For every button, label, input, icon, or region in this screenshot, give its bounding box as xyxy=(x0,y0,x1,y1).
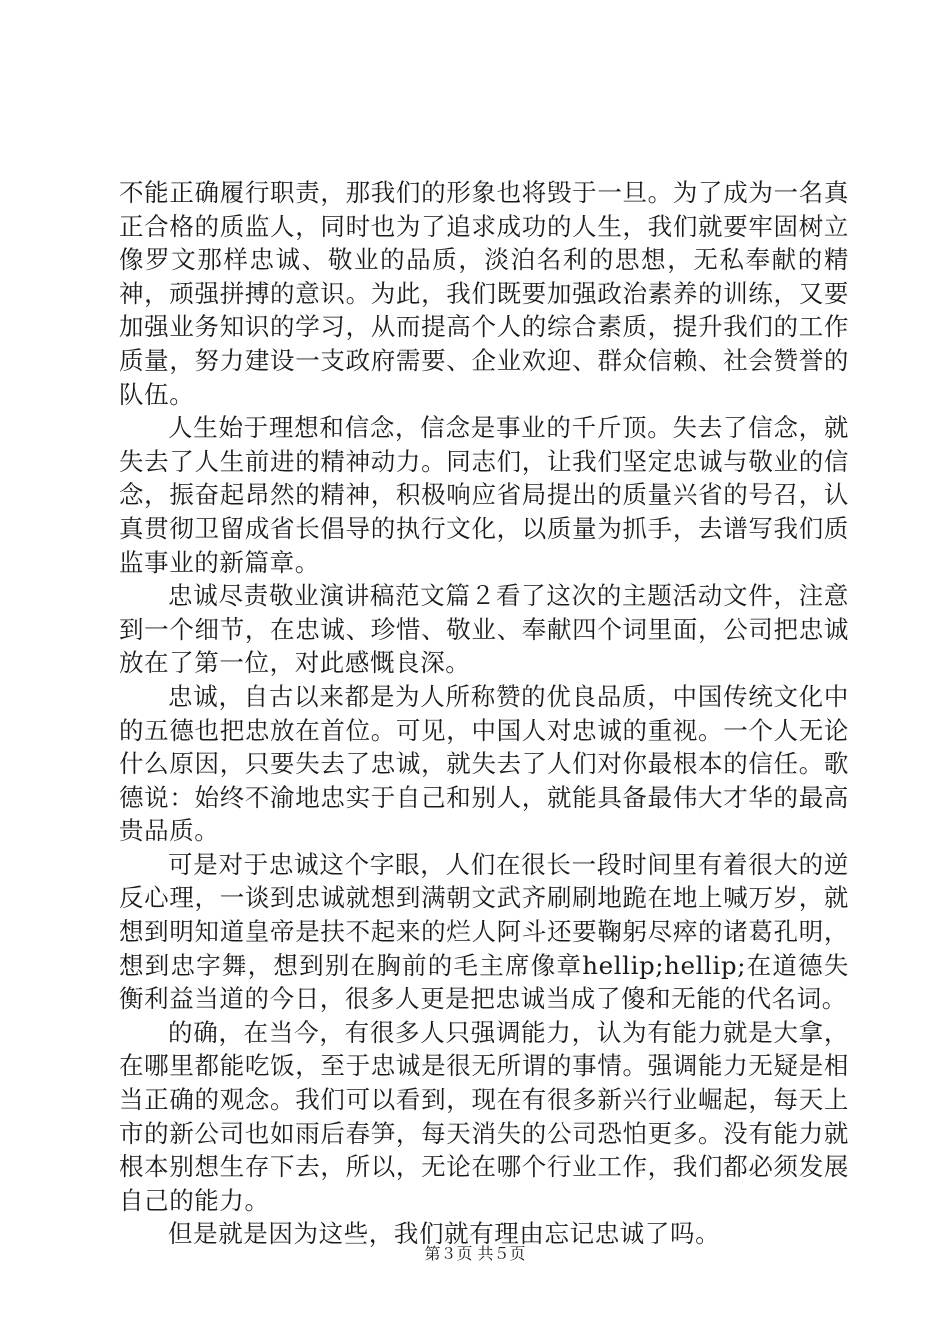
paragraph-5: 可是对于忠诚这个字眼，人们在很长一段时间里有着很大的逆反心理，一谈到忠诚就想到满朝文武齐刷刷地跪在地上喊万岁，就想到明知道皇帝是扶不起来的烂人阿斗还要鞠躬尽瘁的诸葛孔明，想到忠字舞，想到别在胸前的毛主席像章hellip;hellip;在道德失衡利益当道的今日，很多人更是把忠诚当成了傻和无能的代名词。 xyxy=(119,849,849,1014)
paragraph-1: 不能正确履行职责，那我们的形象也将毁于一旦。为了成为一名真正合格的质监人，同时也为了追求成功的人生，我们就要牢固树立像罗文那样忠诚、敬业的品质，淡泊名利的思想，无私奉献的精神，顽强拼搏的意识。为此，我们既要加强政治素养的训练，又要加强业务知识的学习，从而提高个人的综合素质，提升我们的工作质量，努力建设一支政府需要、企业欢迎、群众信赖、社会赞誉的队伍。 xyxy=(119,178,849,409)
paragraph-7: 但是就是因为这些，我们就有理由忘记忠诚了吗。 xyxy=(168,1219,721,1249)
page-number: 第３页 共５页 xyxy=(424,1244,526,1263)
paragraph-4: 忠诚，自古以来都是为人所称赞的优良品质，中国传统文化中的五德也把忠放在首位。可见，中国人对忠诚的重视。一个人无论什么原因，只要失去了忠诚，就失去了人们对你最根本的信任。歌德说：始终不渝地忠实于自己和别人，就能具备最伟大才华的最高贵品质。 xyxy=(119,681,849,846)
paragraph-2: 人生始于理想和信念，信念是事业的千斤顶。失去了信念，就失去了人生前进的精神动力。同志们，让我们坚定忠诚与敬业的信念，振奋起昂然的精神，积极响应省局提出的质量兴省的号召，认真贯彻卫留成省长倡导的执行文化，以质量为抓手，去谱写我们质监事业的新篇章。 xyxy=(119,413,849,577)
document-body xyxy=(119,176,849,1251)
paragraph-3: 忠诚尽责敬业演讲稿范文篇２看了这次的主题活动文件，注意到一个细节，在忠诚、珍惜、敬业、奉献四个词里面，公司把忠诚放在了第一位，对此感慨良深。 xyxy=(119,581,849,678)
page-footer xyxy=(0,1244,950,1264)
paragraph-6: 的确，在当今，有很多人只强调能力，认为有能力就是大拿，在哪里都能吃饭，至于忠诚是很无所谓的事情。强调能力无疑是相当正确的观念。我们可以看到，现在有很多新兴行业崛起，每天上市的新公司也如雨后春笋，每天消失的公司恐怕更多。没有能力就根本别想生存下去，所以，无论在哪个行业工作，我们都必须发展自己的能力。 xyxy=(119,1017,849,1215)
